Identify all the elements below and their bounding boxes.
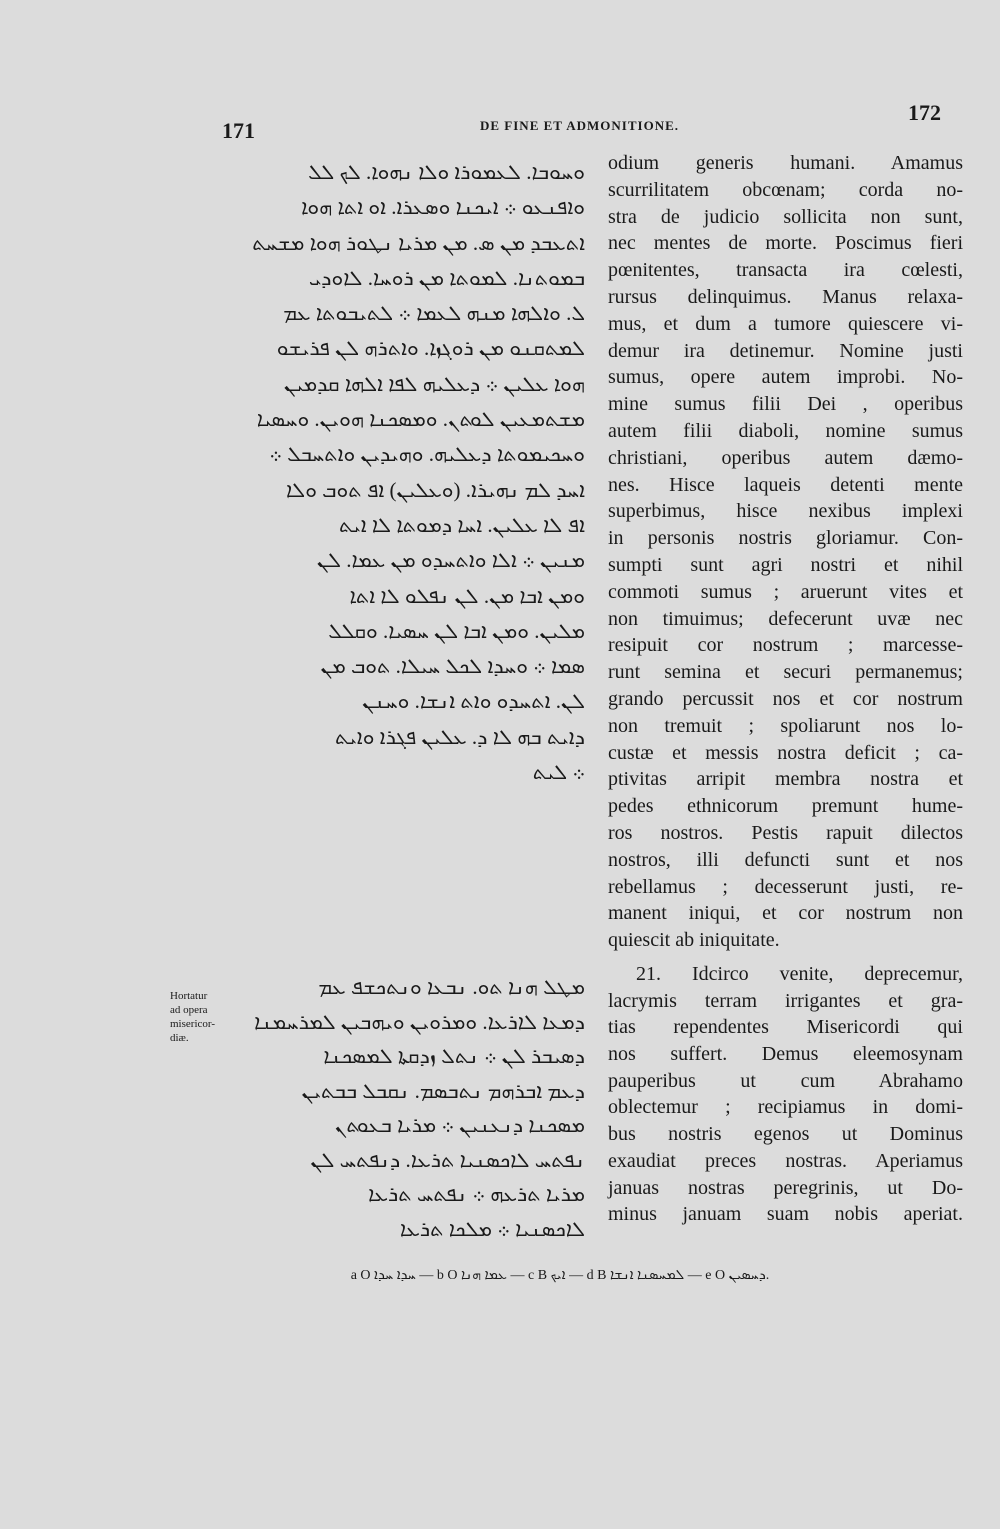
syriac-line: ܡܣܟܢܐ ܕܢܥܢܝܢ ܀ ܡܪܝܐ ܒܥܘܬܢ: [334, 1113, 585, 1137]
latin-line: pauperibus ut cum Abrahamo: [608, 1069, 963, 1092]
latin-line: lacrymis terram irrigantes et gra-: [608, 989, 963, 1012]
syriac-line: ܠ. ܘܐܠܗܐ ܡܢܗ ܠܥܡܐ ܀ ܠܬܝܒܘܬܐ ܥܡ: [283, 301, 585, 326]
latin-line: autem filii diaboli, nomine sumus: [608, 419, 963, 442]
latin-line: non tremuit ; spoliarunt nos lo-: [608, 714, 963, 737]
latin-line: sumus, opere autem improbi. No-: [608, 366, 963, 389]
margin-note-line: ad opera: [170, 1004, 208, 1016]
running-title: DE FINE ET ADMONITIONE.: [480, 118, 680, 133]
latin-line: nec mentes de morte. Poscimus fieri: [608, 232, 963, 255]
syriac-line: ܐܚܕ ܠܡ ܢܗܝܪܐ. (ܘܥܠܝܢ) ܐܦ ܬܘܒ ܘܠܐ: [285, 477, 585, 502]
syriac-line: ܘܡܢ ܐܒܐ ܡܢ. ܠܢ ܢܦܠܘ ܠܐ ܐܬܐ: [349, 583, 585, 608]
syriac-line: ܐܦ ܠܐ ܥܠܝܢ. ܐܚܐ ܕܡܘܬܐ ܠܐ ܐܝܬ: [338, 512, 585, 537]
syriac-line: ܡܪܝܐ ܬܪܥܗ ܀ ܢܦܬܚ ܬܪܥܐ: [368, 1182, 585, 1206]
latin-line: mine sumus filii Dei , operibus: [608, 393, 963, 416]
syriac-line: ܠܢ. ܐܬܚܕܘ ܘܐܬ ܐܢܫܐ. ܘܚܢܢ: [362, 689, 585, 714]
syriac-line: ܢܦܬܚ ܠܐܟܣܢܝܐ ܬܪܥܐ. ܕܢܦܬܚ ܠܢ: [310, 1147, 585, 1172]
latin-line: superbimus, hisce nexibus implexi: [608, 500, 963, 523]
latin-line: odium generis humani. Amamus: [608, 152, 963, 174]
latin-line: pedes ethnicorum premunt hume-: [608, 795, 963, 818]
syriac-line: ܡܢܝܢ ܀ ܐܠܐ ܘܐܬܚܕܘ ܡܢ ܥܡܐ. ܠܢ: [317, 548, 585, 573]
latin-line: in personis nostris gloriamur. Con-: [608, 527, 963, 550]
syriac-line: ܐܬܥܒܕ ܡܢ ܣ. ܡܢ ܡܪܝܐ ܢܛܘܪ ܗܘܐ ܡܫܚܬ: [252, 230, 585, 255]
latin-line: minus januam suam nobis aperiat.: [608, 1203, 963, 1226]
latin-line: pœnitentes, transacta ira cœlesti,: [608, 259, 963, 282]
latin-line: grando percussit nos et cor nostrum: [608, 687, 963, 710]
latin-line: scurrilitatem obcœnam; corda no-: [608, 178, 963, 201]
latin-line: bus nostris egenos ut Dominus: [608, 1123, 963, 1146]
latin-line: oblectemur ; recipiamus in domi-: [608, 1096, 963, 1119]
syriac-line: ܗܘܐ ܥܠܝܢ ܀ ܕܥܠܝܗ ܠܦܐ ܐܠܗܐ ܩܕܡܝܢ: [284, 371, 585, 396]
syriac-text-block-1: [215, 155, 585, 790]
latin-text-block-1: [608, 150, 963, 954]
syriac-line: ܕܐܝܬ ܒܗ ܠܐ ܕ. ܥܠܝܢ ܦܓܪܐ ܘܐܝܬ: [335, 724, 585, 749]
latin-line: runt semina et securi permanemus;: [608, 661, 963, 684]
latin-line: custæ et messis nostra deficit ; ca-: [608, 741, 963, 764]
latin-line: demur ira detinemur. Nomine justi: [608, 339, 963, 362]
right-page-number: 172: [908, 100, 941, 125]
latin-line: nes. Hisce laqueis detenti mente: [608, 473, 963, 496]
latin-line: rebellamus ; decesserunt justi, re-: [608, 875, 963, 898]
syriac-line: ܡܛܠ ܗܢܐ ܬܘ. ܢܒܥܐ ܘܢܬܟܫܦ ܥܡ: [318, 975, 585, 999]
latin-line: 21. Idcirco venite, deprecemur,: [636, 963, 963, 985]
syriac-line: ܕܣܝܒܪ ܠܢ ܀ ܢܬܠ ܙܕܩܬܐ ܠܡܣܟܢܐ: [323, 1044, 585, 1068]
latin-line: quiescit ab iniquitate.: [608, 929, 780, 952]
latin-line: sumpti sunt agri nostri et nihil: [608, 553, 963, 576]
latin-line: ros nostros. Pestis rapuit dilectos: [608, 821, 963, 844]
syriac-line: ܕܡܥܐ ܠܐܪܥܐ. ܘܡܪܘܝܢ ܘܝܗܒܝܢ ܠܡܪܚܡܢܐ: [254, 1009, 585, 1034]
footnotes: a O ܚܕܐ ܚܕܐ — b O ܥܡܐ ܗܢܐ — c B ܐܝܟ — d B ܠܡܚܣܢܐ ܐܢܫܐ — e O ܕܚܣܝܢ.: [350, 1268, 770, 1283]
latin-line: manent iniqui, et cor nostrum non: [608, 902, 963, 925]
syriac-line: ܡܠܝܢ. ܘܡܢ ܐܒܐ ܠܢ ܚܣܝܐ. ܘܩܠܠ: [328, 618, 585, 643]
syriac-line: ܒܡܘܬܢܐ. ܠܡܘܬܐ ܡܢ ܪܘܚܐ. ܠܐܘܕܝ: [308, 265, 585, 290]
latin-line: non timuimus; defecerunt uvæ nec: [608, 607, 963, 630]
latin-text-block-2: [608, 961, 963, 1228]
syriac-line: ܕܥܡ ܐܒܪܗܡ ܢܬܒܣܡ. ܢܩܒܠ ܒܒܬܝܢ: [301, 1078, 585, 1103]
margin-note-line: diæ.: [170, 1032, 189, 1044]
margin-note-line: Hortatur: [170, 990, 208, 1002]
latin-line: rursus delinquimus. Manus relaxa-: [608, 285, 963, 308]
left-page-number: 171: [222, 118, 255, 143]
syriac-line: ܠܐܟܣܢܝܐ ܀ ܡܠܟܐ ܬܪܥܐ: [399, 1216, 585, 1241]
latin-line: christiani, operibus autem dæmo-: [608, 446, 963, 469]
margin-note-line: misericor-: [170, 1018, 215, 1030]
latin-line: nos suffert. Demus eleemosynam: [608, 1043, 963, 1066]
syriac-line: ܠܡܬܩܢܘ ܡܢ ܪܘܓܙܐ. ܘܐܬܪܗ ܠܢ ܦܪܝܫܘ: [276, 336, 585, 361]
syriac-line: ܘܐܦܢܥܘ ܀ ܐܝܟܢܐ ܘܣܥܪܐ. ܐܘ ܐܬܐ ܗܘܐ: [301, 195, 585, 220]
syriac-line: ܣܡܐ ܀ ܘܚܕܐ ܠܟܠ ܚܝܠܐ. ܬܘܒ ܡܢ: [320, 654, 585, 679]
syriac-line: ܡܫܬܡܥܝܢ ܠܘܬܢ. ܘܡܣܟܢܐ ܗܘܝܢ. ܘܚܣܝܐ: [256, 407, 585, 432]
syriac-line: ܘܚܟܝܡܘܬܐ ܕܥܠܝܗ. ܘܗܝܕܝܢ ܘܐܬܚܒܠ ܀: [269, 442, 585, 467]
latin-line: stra de judicio sollicita non sunt,: [608, 205, 963, 228]
latin-line: exaudiat preces nostras. Aperiamus: [608, 1149, 963, 1172]
syriac-text-block-2: [215, 970, 585, 1246]
latin-line: januas nostras peregrinis, ut Do-: [608, 1176, 963, 1199]
latin-line: commoti sumus ; aruerunt vites et: [608, 580, 963, 603]
latin-line: resipuit cor nostrum ; marcesse-: [608, 634, 963, 657]
latin-line: ptivitas arripit membra nostra et: [608, 768, 963, 791]
syriac-line: ܘܚܘܒܐ. ܠܥܡܘܪܐ ܘܠܐ ܢܗܘܐ. ܠܟ ܠܠ: [308, 160, 585, 184]
syriac-line: ܀ ܠܝܬ: [532, 760, 585, 785]
latin-line: tias rependentes Misericordi qui: [608, 1016, 963, 1039]
latin-line: mus, et dum a tumore quiescere vi-: [608, 312, 963, 335]
latin-line: nostros, illi defuncti sunt et nos: [608, 848, 963, 871]
